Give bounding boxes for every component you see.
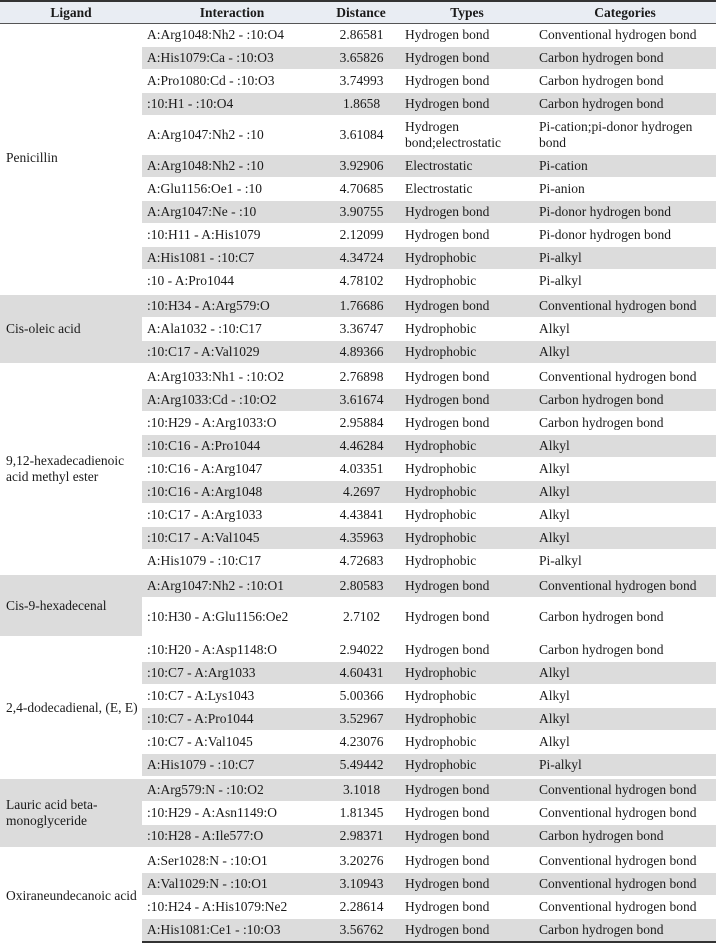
type-cell: Hydrogen bond (400, 224, 534, 247)
distance-cell: 4.78102 (322, 270, 400, 293)
distance-cell: 4.89366 (322, 341, 400, 364)
type-cell: Hydrogen bond (400, 93, 534, 116)
distance-cell: 4.23076 (322, 731, 400, 754)
header-distance: Distance (322, 0, 400, 24)
type-cell: Hydrophobic (400, 708, 534, 731)
category-cell: Alkyl (534, 662, 716, 685)
ligand-cell: Cis-oleic acid (0, 293, 142, 364)
distance-cell: 2.95884 (322, 412, 400, 435)
interaction-cell: :10:C17 - A:Val1045 (142, 527, 322, 550)
header-interaction: Interaction (142, 0, 322, 24)
type-cell: Hydrophobic (400, 318, 534, 341)
interaction-cell: A:Arg1048:Nh2 - :10:O4 (142, 24, 322, 47)
interaction-cell: A:Arg1048:Nh2 - :10 (142, 155, 322, 178)
table-body (0, 24, 716, 943)
type-cell: Hydrogen bond (400, 389, 534, 412)
interaction-cell: A:His1079 - :10:C7 (142, 754, 322, 777)
type-cell: Hydrophobic (400, 527, 534, 550)
distance-cell: 4.72683 (322, 550, 400, 573)
distance-cell: 4.60431 (322, 662, 400, 685)
type-cell: Hydrophobic (400, 754, 534, 777)
category-cell: Pi-donor hydrogen bond (534, 201, 716, 224)
ligand-cell: 9,12-hexadecadienoic acid methyl ester (0, 364, 142, 573)
category-cell: Alkyl (534, 481, 716, 504)
type-cell: Hydrophobic (400, 504, 534, 527)
interaction-cell: A:His1081:Ce1 - :10:O3 (142, 919, 322, 943)
interaction-cell: :10:C7 - A:Pro1044 (142, 708, 322, 731)
interaction-cell: :10:C7 - A:Arg1033 (142, 662, 322, 685)
category-cell: Pi-alkyl (534, 754, 716, 777)
interaction-cell: :10:H29 - A:Arg1033:O (142, 412, 322, 435)
interaction-cell: :10:C17 - A:Arg1033 (142, 504, 322, 527)
ligand-cell: 2,4-dodecadienal, (E, E) (0, 637, 142, 777)
distance-cell: 4.35963 (322, 527, 400, 550)
type-cell: Hydrogen bond (400, 412, 534, 435)
category-cell: Pi-cation;pi-donor hydrogen bond (534, 116, 716, 155)
interaction-cell: A:Arg1033:Cd - :10:O2 (142, 389, 322, 412)
interaction-cell: A:Arg1047:Nh2 - :10:O1 (142, 573, 322, 598)
distance-cell: 3.61674 (322, 389, 400, 412)
distance-cell: 1.76686 (322, 293, 400, 318)
category-cell: Carbon hydrogen bond (534, 70, 716, 93)
category-cell: Conventional hydrogen bond (534, 848, 716, 873)
interaction-cell: A:Ala1032 - :10:C17 (142, 318, 322, 341)
category-cell: Alkyl (534, 318, 716, 341)
distance-cell: 1.8658 (322, 93, 400, 116)
category-cell: Carbon hydrogen bond (534, 637, 716, 662)
category-cell: Carbon hydrogen bond (534, 93, 716, 116)
distance-cell: 4.34724 (322, 247, 400, 270)
type-cell: Hydrogen bond (400, 848, 534, 873)
category-cell: Conventional hydrogen bond (534, 777, 716, 802)
interaction-cell: A:Ser1028:N - :10:O1 (142, 848, 322, 873)
interaction-cell: :10:C7 - A:Lys1043 (142, 685, 322, 708)
distance-cell: 3.90755 (322, 201, 400, 224)
type-cell: Hydrophobic (400, 550, 534, 573)
interaction-cell: :10:H1 - :10:O4 (142, 93, 322, 116)
table-row (0, 848, 716, 873)
interaction-cell: A:Arg1047:Nh2 - :10 (142, 116, 322, 155)
distance-cell: 3.20276 (322, 848, 400, 873)
category-cell: Conventional hydrogen bond (534, 896, 716, 919)
category-cell: Pi-cation (534, 155, 716, 178)
category-cell: Pi-donor hydrogen bond (534, 224, 716, 247)
category-cell: Pi-alkyl (534, 247, 716, 270)
category-cell: Carbon hydrogen bond (534, 825, 716, 848)
distance-cell: 1.81345 (322, 802, 400, 825)
category-cell: Conventional hydrogen bond (534, 364, 716, 389)
distance-cell: 5.00366 (322, 685, 400, 708)
distance-cell: 3.52967 (322, 708, 400, 731)
interaction-cell: :10:H29 - A:Asn1149:O (142, 802, 322, 825)
type-cell: Hydrogen bond (400, 47, 534, 70)
distance-cell: 2.76898 (322, 364, 400, 389)
type-cell: Hydrogen bond (400, 24, 534, 47)
table-row (0, 293, 716, 318)
type-cell: Hydrogen bond (400, 598, 534, 637)
type-cell: Hydrophobic (400, 341, 534, 364)
distance-cell: 2.7102 (322, 598, 400, 637)
interaction-cell: A:Pro1080:Cd - :10:O3 (142, 70, 322, 93)
category-cell: Alkyl (534, 685, 716, 708)
type-cell: Hydrophobic (400, 435, 534, 458)
distance-cell: 3.92906 (322, 155, 400, 178)
type-cell: Hydrogen bond (400, 777, 534, 802)
type-cell: Hydrophobic (400, 247, 534, 270)
type-cell: Electrostatic (400, 155, 534, 178)
ligand-cell: Cis-9-hexadecenal (0, 573, 142, 637)
interaction-cell: :10:C16 - A:Arg1047 (142, 458, 322, 481)
table-row (0, 777, 716, 802)
interaction-cell: :10:C17 - A:Val1029 (142, 341, 322, 364)
interaction-cell: A:Arg579:N - :10:O2 (142, 777, 322, 802)
distance-cell: 5.49442 (322, 754, 400, 777)
category-cell: Conventional hydrogen bond (534, 24, 716, 47)
category-cell: Carbon hydrogen bond (534, 412, 716, 435)
interaction-cell: :10:H30 - A:Glu1156:Oe2 (142, 598, 322, 637)
category-cell: Carbon hydrogen bond (534, 598, 716, 637)
category-cell: Alkyl (534, 504, 716, 527)
distance-cell: 2.28614 (322, 896, 400, 919)
interaction-cell: A:His1081 - :10:C7 (142, 247, 322, 270)
type-cell: Hydrogen bond (400, 573, 534, 598)
category-cell: Alkyl (534, 458, 716, 481)
ligand-cell: Lauric acid beta-monoglyceride (0, 777, 142, 848)
category-cell: Alkyl (534, 527, 716, 550)
distance-cell: 3.65826 (322, 47, 400, 70)
interaction-cell: :10:H28 - A:Ile577:O (142, 825, 322, 848)
type-cell: Hydrophobic (400, 662, 534, 685)
interaction-cell: :10 - A:Pro1044 (142, 270, 322, 293)
distance-cell: 3.74993 (322, 70, 400, 93)
interaction-cell: A:His1079:Ca - :10:O3 (142, 47, 322, 70)
interaction-cell: :10:H20 - A:Asp1148:O (142, 637, 322, 662)
table-row (0, 24, 716, 47)
category-cell: Conventional hydrogen bond (534, 802, 716, 825)
distance-cell: 3.61084 (322, 116, 400, 155)
category-cell: Alkyl (534, 731, 716, 754)
type-cell: Hydrogen bond (400, 919, 534, 943)
type-cell: Hydrogen bond (400, 293, 534, 318)
interaction-cell: :10:C16 - A:Pro1044 (142, 435, 322, 458)
type-cell: Hydrogen bond (400, 637, 534, 662)
type-cell: Hydrogen bond (400, 896, 534, 919)
distance-cell: 2.94022 (322, 637, 400, 662)
header-ligand: Ligand (0, 0, 142, 24)
distance-cell: 3.36747 (322, 318, 400, 341)
type-cell: Hydrogen bond (400, 201, 534, 224)
distance-cell: 2.86581 (322, 24, 400, 47)
distance-cell: 4.70685 (322, 178, 400, 201)
distance-cell: 2.98371 (322, 825, 400, 848)
type-cell: Hydrogen bond (400, 70, 534, 93)
distance-cell: 4.2697 (322, 481, 400, 504)
category-cell: Carbon hydrogen bond (534, 919, 716, 943)
interaction-cell: :10:H11 - A:His1079 (142, 224, 322, 247)
category-cell: Alkyl (534, 435, 716, 458)
category-cell: Alkyl (534, 708, 716, 731)
type-cell: Electrostatic (400, 178, 534, 201)
type-cell: Hydrogen bond (400, 364, 534, 389)
type-cell: Hydrophobic (400, 481, 534, 504)
table-row (0, 637, 716, 662)
type-cell: Hydrogen bond (400, 873, 534, 896)
table-row (0, 364, 716, 389)
distance-cell: 2.12099 (322, 224, 400, 247)
category-cell: Conventional hydrogen bond (534, 573, 716, 598)
distance-cell: 3.10943 (322, 873, 400, 896)
header-types: Types (400, 0, 534, 24)
ligand-cell: Oxiraneundecanoic acid (0, 848, 142, 943)
category-cell: Carbon hydrogen bond (534, 47, 716, 70)
type-cell: Hydrophobic (400, 685, 534, 708)
table-header (0, 0, 716, 24)
category-cell: Alkyl (534, 341, 716, 364)
category-cell: Pi-alkyl (534, 550, 716, 573)
type-cell: Hydrophobic (400, 458, 534, 481)
interaction-cell: :10:C16 - A:Arg1048 (142, 481, 322, 504)
distance-cell: 2.80583 (322, 573, 400, 598)
table-row (0, 573, 716, 598)
header-categories: Categories (534, 0, 716, 24)
type-cell: Hydrogen bond;electrostatic (400, 116, 534, 155)
interaction-cell: :10:C7 - A:Val1045 (142, 731, 322, 754)
distance-cell: 3.56762 (322, 919, 400, 943)
category-cell: Conventional hydrogen bond (534, 293, 716, 318)
interaction-cell: A:Arg1033:Nh1 - :10:O2 (142, 364, 322, 389)
interaction-cell: :10:H24 - A:His1079:Ne2 (142, 896, 322, 919)
category-cell: Pi-alkyl (534, 270, 716, 293)
type-cell: Hydrophobic (400, 270, 534, 293)
interaction-cell: A:His1079 - :10:C17 (142, 550, 322, 573)
distance-cell: 3.1018 (322, 777, 400, 802)
interaction-cell: A:Arg1047:Ne - :10 (142, 201, 322, 224)
distance-cell: 4.43841 (322, 504, 400, 527)
header-row (0, 0, 716, 24)
distance-cell: 4.46284 (322, 435, 400, 458)
interaction-cell: :10:H34 - A:Arg579:O (142, 293, 322, 318)
category-cell: Conventional hydrogen bond (534, 873, 716, 896)
type-cell: Hydrogen bond (400, 802, 534, 825)
interaction-cell: A:Glu1156:Oe1 - :10 (142, 178, 322, 201)
ligand-cell: Penicillin (0, 24, 142, 293)
type-cell: Hydrophobic (400, 731, 534, 754)
distance-cell: 4.03351 (322, 458, 400, 481)
type-cell: Hydrogen bond (400, 825, 534, 848)
interaction-cell: A:Val1029:N - :10:O1 (142, 873, 322, 896)
category-cell: Pi-anion (534, 178, 716, 201)
category-cell: Carbon hydrogen bond (534, 389, 716, 412)
